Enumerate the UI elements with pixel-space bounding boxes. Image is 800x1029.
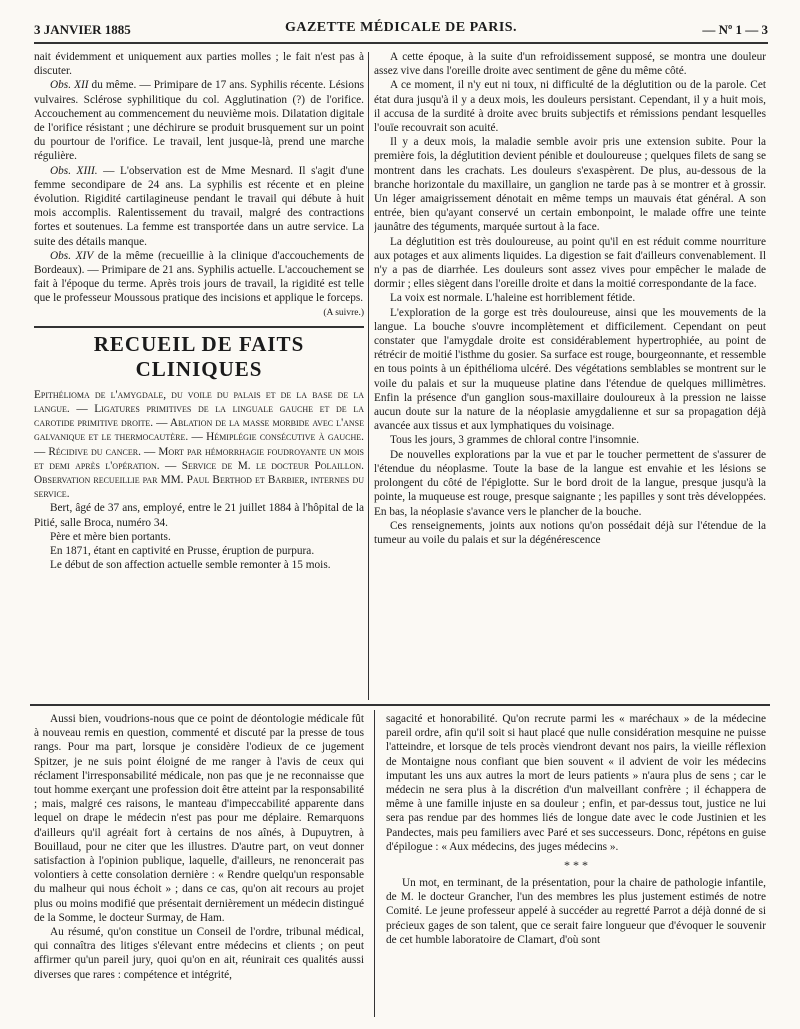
paragraph: Il y a deux mois, la maladie semble avoir pris une extension subite. Pour la première fois, la déglutition devient pénible et douloureuse ; quelques filets de sang se montrent dans les crachats. Les douleurs s'exaspèrent. De plus, au-dessous de la branche horizontale du maxillaire, un ganglion ne tarde pas à se montrer et à grossir. Un léger amaigrissement dénotait en même temps un mauvais état général. A son entrée, bien qu'ayant conservé un certain embonpoint, le malade offre une teinte jaunâtre des téguments, marquée surtout à la face. bbox=[374, 136, 766, 234]
header-title: GAZETTE MÉDICALE DE PARIS. bbox=[284, 20, 518, 35]
paragraph: Tous les jours, 3 grammes de chloral contre l'insomnie. bbox=[390, 434, 640, 447]
paragraph: La voix est normale. L'haleine est horriblement fétide. bbox=[390, 292, 636, 305]
case-heading: Epithélioma de l'amygdale, du voile du palais et de la base de la langue. — Ligatures primitives de la linguale gauche et de la carotide primitive droite. — Ablation de la masse morbide avec l'anse galvanique et le thermocautère. — Hémiplégie consécutive à gauche. — Récidive du cancer. — Mort par hémorrhagie foudroyante un mois et demi après l'opération. — Service de M. le docteur Polaillon. Observation recueillie par MM. Paul Berthod et Barbier, internes du service. bbox=[34, 388, 364, 501]
header-page-number: — Nº 1 — 3 bbox=[702, 22, 768, 37]
left-column-top bbox=[34, 50, 364, 700]
paragraph: nait évidemment et uniquement aux parties molles ; le fait n'est pas à discuter. bbox=[34, 51, 364, 78]
continued-note: (A suivre.) bbox=[323, 307, 364, 318]
column-divider bbox=[368, 52, 369, 700]
paragraph: Un mot, en terminant, de la présentation, pour la chaire de pathologie infantile, de M. le docteur Grancher, l'un des membres les plus justement estimés de notre Comité. Le jeune professeur appelé à succéder au regretté Parrot a déjà donné de si précieux gages de son talent, que ce serait faire longueur que d'évoquer le souvenir de cet humble laboratoire de Clamart, d'où sont bbox=[386, 877, 766, 946]
observation-13 bbox=[34, 164, 364, 249]
observation-12 bbox=[34, 78, 364, 163]
page-header bbox=[34, 18, 768, 44]
paragraph: sagacité et honorabilité. Qu'on recrute parmi les « maréchaux » de la médecine pareil ordre, afin qu'il soit si haut placé que nulle considération mesquine ne puisse l'atteindre, et lorsque de tels procès viendront devant nos pairs, la vieille réflexion de Montaigne nous confiant que bien souvent « il advient de voir les médecins imputant les uns aux autres la mort de leurs patients » n'aura plus de sens ; car le médecin ne sera plus à la discrétion d'un malveillant confrère ; il échappera de même à une famille injuste en sa douleur ; enfin, et par-dessus tout, justice ne lui sera pas rendue par des hommes liés de longue date avec le code Justinien et les Pandectes, mais peu familiers avec Paré et ses successeurs. Donc, répétons en guise d'épilogue : « Aux médecins, des juges médecins ». bbox=[386, 713, 766, 853]
column-divider bbox=[374, 710, 375, 1017]
paragraph: L'exploration de la gorge est très douloureuse, ainsi que les mouvements de la langue. La bouche s'ouvre incomplètement et difficilement. Cependant on peut constater que l'amygdale droite est considérablement hypertrophiée, au point de rétrécir de moitié l'isthme du gosier. Sa surface est rouge, bourgeonnante, et ressemble en tous points à un épithélioma ulcéré. Des végétations semblables se montrent sur le voile du palais et sur la muqueuse platine dans l'étendue de quelques millimètres. Enfin la présence d'un ganglion sous-maxillaire douloureux à la pression ne laisse aucun doute sur la nature de la néoplasie amygdalienne et sur sa propagation déjà avancée aux tissus et aux lymphatiques du voisinage. bbox=[374, 306, 766, 433]
observation-text: de la même (recueillie à la clinique d'accouchements de Bordeaux). — Primipare de 21 ans. Syphilis actuelle. L'accouchement se fait à l'époque du terme. Après trois jours de travail, la rigidité est telle que le professeur Moussous pratique des incisions et applique le forceps. bbox=[34, 249, 364, 305]
paragraph: Aussi bien, voudrions-nous que ce point de déontologie médicale fût à nouveau remis en question, commenté et discuté par la presse de tous rangs. Pour ma part, lorsque je considère l'odieux de ce jugement Spitzer, je ne suis point éloigné de me ranger à l'avis de ceux qui réclament l'irresponsabilité médicale, non pas que je ne reconnaisse que tout homme exerçant une profession doit être atteint par la responsabilité ; mais, malgré ces raisons, le manteau d'impeccabilité apparente dans lequel on drape le médecin n'est pas pour me déplaire. Remarquons d'ailleurs qu'il agréait fort à certains de nos aînés, à Dupuytren, à Bouillaud, pour ne citer que les illustres. D'autre part, on veut donner satisfaction à l'opinion publique, laquelle, d'ailleurs, ne renoncerait pas volontiers à cette consolation dernière : « Rendre quelqu'un responsable du malheur qui nous échoit » ; dans ce cas, qu'on ait recours au projet plus ou moins modifié que présentait dernièrement un médecin distingué de la Somme, le docteur Surmay, de Ham. bbox=[34, 713, 364, 924]
observation-text: du même. — Primipare de 17 ans. Syphilis récente. Lésions vulvaires. Sclérose syphilitique du col. Agglutination (?) de l'orifice. Accouchement au commencement du neuvième mois. Dilatation digitale de l'orifice résistant ; une déchirure se produit brusquement sur un point du pourtour de l'orifice. Le travail, lent jusque-là, prend une marche régulière. bbox=[34, 79, 364, 163]
section-divider bbox=[34, 326, 364, 328]
paragraph: La déglutition est très douloureuse, au point qu'il en est réduit comme nourriture aux potages et aux aliments liquides. La digestion se fait d'ailleurs convenablement. Il n'y a pas de diarrhée. Les douleurs sont assez vives pour empêcher le malade de dormir ; elles siègent dans l'oreille droite et dans la moitié correspondante de la face. bbox=[374, 235, 766, 291]
header-date: 3 JANVIER 1885 bbox=[34, 22, 131, 37]
paragraph: Bert, âgé de 37 ans, employé, entre le 21 juillet 1884 à l'hôpital de la Pitié, salle Broca, numéro 34. bbox=[34, 502, 364, 529]
observation-label: Obs. XIV bbox=[50, 249, 94, 262]
right-column-top bbox=[374, 50, 766, 700]
observation-label: Obs. XIII. bbox=[50, 164, 98, 177]
right-column-bottom bbox=[386, 712, 766, 1017]
paragraph: Père et mère bien portants. bbox=[50, 530, 171, 543]
left-column-bottom bbox=[34, 712, 364, 1017]
section-title: RECUEIL DE FAITS CLINIQUES bbox=[93, 331, 305, 381]
paragraph: Le début de son affection actuelle semble remonter à 15 mois. bbox=[50, 559, 331, 572]
paragraph: Au résumé, qu'on constitue un Conseil de l'ordre, tribunal médical, qui connaîtra des litiges s'élevant entre médecins et clients ; on peut affirmer qu'un pareil jury, quoi qu'on en ait, réunirait ces qualités aussi diverses que rares : compétence et intégrité, bbox=[34, 926, 364, 981]
section-rule bbox=[30, 704, 770, 706]
observation-text: — L'observation est de Mme Mesnard. Il s'agit d'une femme secondipare de 24 ans. La syphilis est récente et en pleine évolution. Rigidité cartilagineuse pendant le travail qui débute à huit mois accomplis. Ralentissement du travail, malgré des contractions fortes et soutenues. La femme est transportée dans un autre service. La suite des détails manque. bbox=[34, 164, 364, 248]
observation-14 bbox=[34, 249, 364, 306]
section-separator-stars: * * * bbox=[564, 858, 588, 873]
paragraph: Ces renseignements, joints aux notions qu'on possédait déjà sur l'étendue de la tumeur au voile du palais et sur la dégénérescence bbox=[374, 519, 766, 546]
paragraph: En 1871, étant en captivité en Prusse, éruption de purpura. bbox=[50, 545, 315, 558]
paragraph: De nouvelles explorations par la vue et par le toucher permettent de s'assurer de l'étendue du néoplasme. Toute la base de la langue est envahie et les lésions se prolongent du côté de l'épiglotte. Sur le bord droit de la langue, presque jusqu'à la pointe, la muqueuse est rouge, presque saignante ; les papilles y sont très développées. En bas, la néoplasie s'avance vers le plancher de la bouche. bbox=[374, 448, 766, 518]
paragraph: A ce moment, il n'y eut ni toux, ni difficulté de la déglutition ou de la parole. Cet état dura jusqu'à il y a deux mois, les douleurs persistant. Cependant, il y a huit mois, il accusa de la surdité à droite avec bruits subjectifs et rémissions pendant lesquelles l'ouïe recouvrait son acuité. bbox=[374, 79, 766, 135]
paragraph: A cette époque, à la suite d'un refroidissement supposé, se montra une douleur assez vive dans l'oreille droite avec sentiment de gêne du même côté. bbox=[374, 51, 766, 78]
observation-label: Obs. XII bbox=[50, 79, 89, 92]
